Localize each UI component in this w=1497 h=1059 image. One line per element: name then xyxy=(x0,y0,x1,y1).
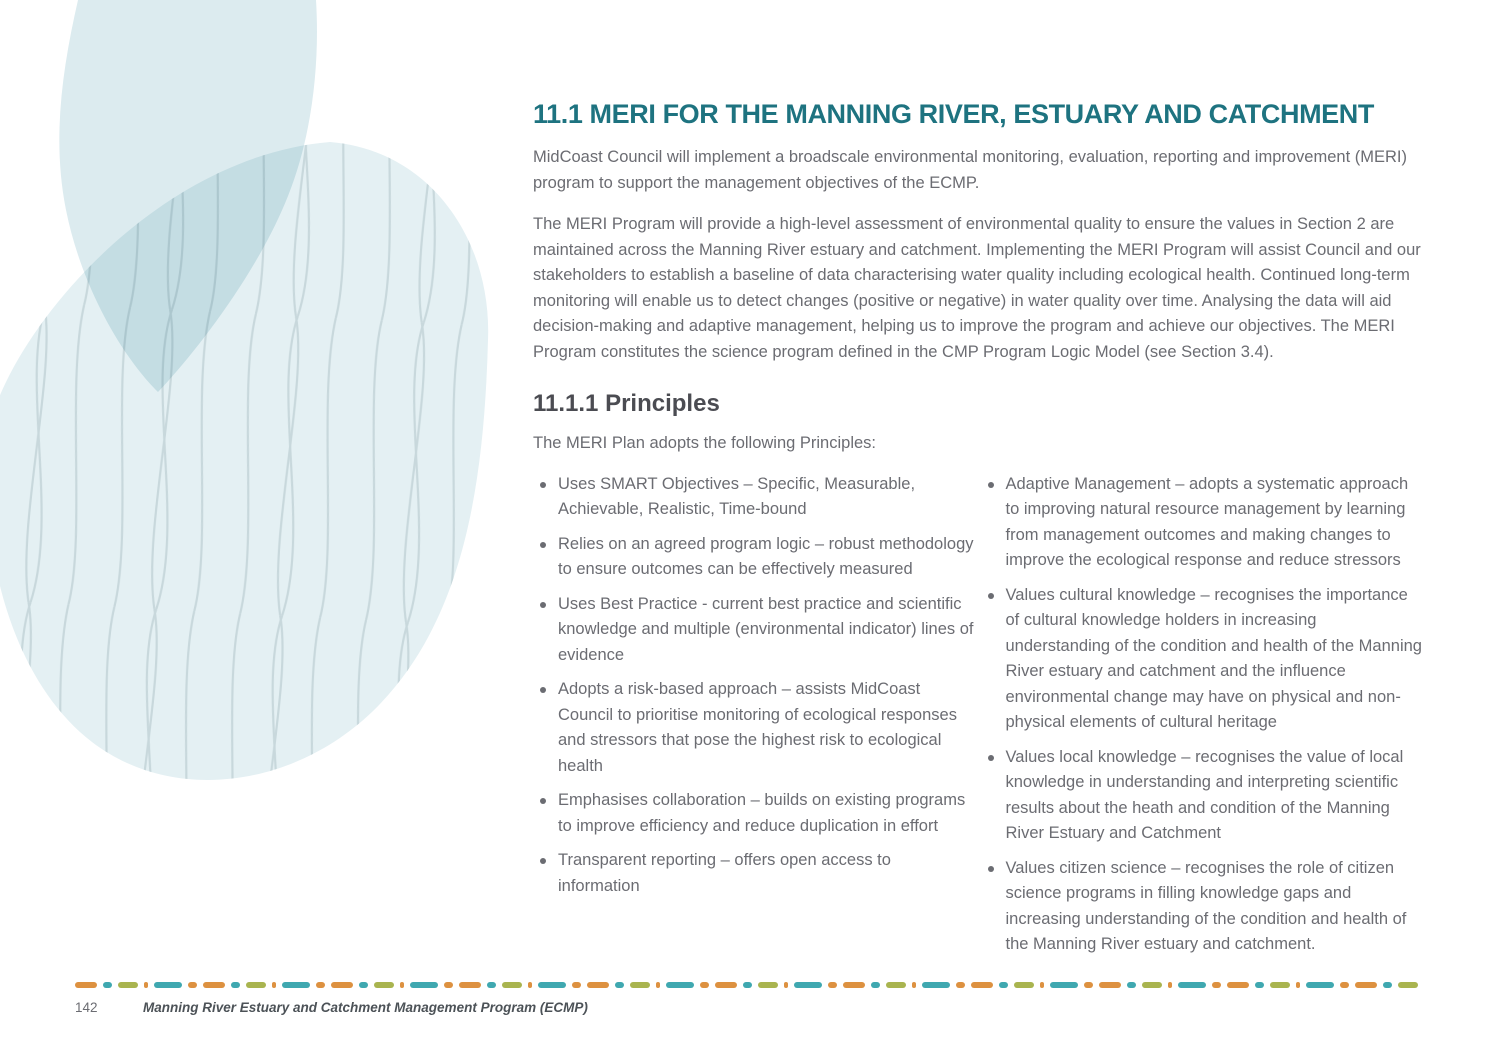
divider-dash xyxy=(656,982,660,988)
divider-dash xyxy=(1296,982,1300,988)
divider-dash xyxy=(1040,982,1044,988)
divider-dash xyxy=(715,982,737,988)
divider-dash xyxy=(828,982,837,988)
divider-dash xyxy=(1340,982,1349,988)
divider-dash xyxy=(1227,982,1249,988)
divider-dash xyxy=(871,982,880,988)
divider-dash xyxy=(272,982,276,988)
divider-dash xyxy=(1398,982,1418,988)
divider-dash xyxy=(118,982,138,988)
divider-dash xyxy=(410,982,438,988)
divider-dash xyxy=(487,982,496,988)
page-number: 142 xyxy=(75,1000,98,1015)
principles-list-left xyxy=(533,472,976,967)
divider-dash xyxy=(1212,982,1221,988)
principle-item: Adaptive Management – adopts a systematic approach to improving natural resource management by learning from management outcomes and making changes to improve the ecological response and reduce stressors xyxy=(986,472,1424,574)
divider-dash xyxy=(1142,982,1162,988)
divider-dash xyxy=(666,982,694,988)
divider-dash xyxy=(359,982,368,988)
divider-dash xyxy=(1270,982,1290,988)
divider-dash xyxy=(374,982,394,988)
divider-dash xyxy=(231,982,240,988)
divider-dash xyxy=(700,982,709,988)
divider-dash xyxy=(784,982,788,988)
principle-item: Emphasises collaboration – builds on existing programs to improve efficiency and reduce duplication in effort xyxy=(538,788,976,839)
principle-item: Values citizen science – recognises the role of citizen science programs in filling knowledge gaps and increasing understanding of the condition and health of the Manning River estuary and catchment. xyxy=(986,856,1424,958)
divider-dash xyxy=(75,982,97,988)
divider-dash xyxy=(459,982,481,988)
section-heading: 11.1 MERI FOR THE MANNING RIVER, ESTUARY AND CATCHMENT xyxy=(533,99,1374,129)
divider-dash xyxy=(154,982,182,988)
divider-dash xyxy=(572,982,581,988)
divider-dash xyxy=(144,982,148,988)
divider-dash xyxy=(316,982,325,988)
divider-dash xyxy=(203,982,225,988)
divider-dash xyxy=(331,982,353,988)
dashed-divider xyxy=(75,982,1423,988)
divider-dash xyxy=(1255,982,1264,988)
divider-dash xyxy=(538,982,566,988)
meri-program-paragraph: The MERI Program will provide a high-level assessment of environmental quality to ensure the values in Section 2 are maintained across the Manning River estuary and catchment. Implementing the MERI Program will assist Council and our stakeholders to establish a baseline of data characterising water quality including ecological health. Continued long-term monitoring will enable us to detect changes (positive or negative) in water quality over time. Analysing the data will aid decision-making and adaptive management, helping us to improve the program and achieve our objectives. The MERI Program constitutes the science program defined in the CMP Program Logic Model (see Section 3.4). xyxy=(533,215,1421,361)
principle-item: Relies on an agreed program logic – robust methodology to ensure outcomes can be effectively measured xyxy=(538,532,976,583)
wavy-blob-shape xyxy=(0,142,488,780)
principle-item: Transparent reporting – offers open access to information xyxy=(538,848,976,899)
divider-dash xyxy=(1178,982,1206,988)
principles-columns xyxy=(533,472,1423,967)
divider-dash xyxy=(843,982,865,988)
divider-dash xyxy=(999,982,1008,988)
divider-dash xyxy=(1306,982,1334,988)
principle-item: Values cultural knowledge – recognises the importance of cultural knowledge holders in increasing understanding of the condition and health of the Manning River estuary and catchment and the influence environmental change may have on physical and non-physical elements of cultural heritage xyxy=(986,583,1424,736)
divider-dash xyxy=(1355,982,1377,988)
divider-dash xyxy=(971,982,993,988)
principle-item: Values local knowledge – recognises the value of local knowledge in understanding and interpreting scientific results about the heath and condition of the Manning River Estuary and Catchment xyxy=(986,745,1424,847)
divider-dash xyxy=(630,982,650,988)
divider-dash xyxy=(1127,982,1136,988)
divider-dash xyxy=(743,982,752,988)
divider-dash xyxy=(528,982,532,988)
divider-dash xyxy=(1014,982,1034,988)
divider-dash xyxy=(1099,982,1121,988)
divider-dash xyxy=(912,982,916,988)
divider-dash xyxy=(1168,982,1172,988)
divider-dash xyxy=(956,982,965,988)
intro-paragraph: MidCoast Council will implement a broadscale environmental monitoring, evaluation, reporting and improvement (MERI) program to support the management objectives of the ECMP. xyxy=(533,148,1407,192)
divider-dash xyxy=(188,982,197,988)
principle-item: Uses SMART Objectives – Specific, Measurable, Achievable, Realistic, Time-bound xyxy=(538,472,976,523)
divider-dash xyxy=(502,982,522,988)
subsection-heading: 11.1.1 Principles xyxy=(533,390,720,417)
divider-dash xyxy=(794,982,822,988)
divider-dash xyxy=(400,982,404,988)
page-content xyxy=(533,99,1423,967)
page-footer xyxy=(75,1000,1423,1015)
principle-item: Adopts a risk-based approach – assists MidCoast Council to prioritise monitoring of ecological responses and stressors that pose the highest risk to ecological health xyxy=(538,677,976,779)
divider-dash xyxy=(615,982,624,988)
divider-dash xyxy=(758,982,778,988)
divider-dash xyxy=(246,982,266,988)
principles-intro: The MERI Plan adopts the following Principles: xyxy=(533,434,877,452)
divider-dash xyxy=(886,982,906,988)
principles-list-right xyxy=(981,472,1424,967)
divider-dash xyxy=(1050,982,1078,988)
divider-dash xyxy=(1383,982,1392,988)
principle-item: Uses Best Practice - current best practice and scientific knowledge and multiple (environmental indicator) lines of evidence xyxy=(538,592,976,669)
divider-dash xyxy=(282,982,310,988)
divider-dash xyxy=(103,982,112,988)
divider-dash xyxy=(922,982,950,988)
divider-dash xyxy=(1084,982,1093,988)
footer-doc-title: Manning River Estuary and Catchment Management Program (ECMP) xyxy=(143,1000,588,1015)
divider-dash xyxy=(444,982,453,988)
petal-blob-shape xyxy=(59,0,317,392)
divider-dash xyxy=(587,982,609,988)
